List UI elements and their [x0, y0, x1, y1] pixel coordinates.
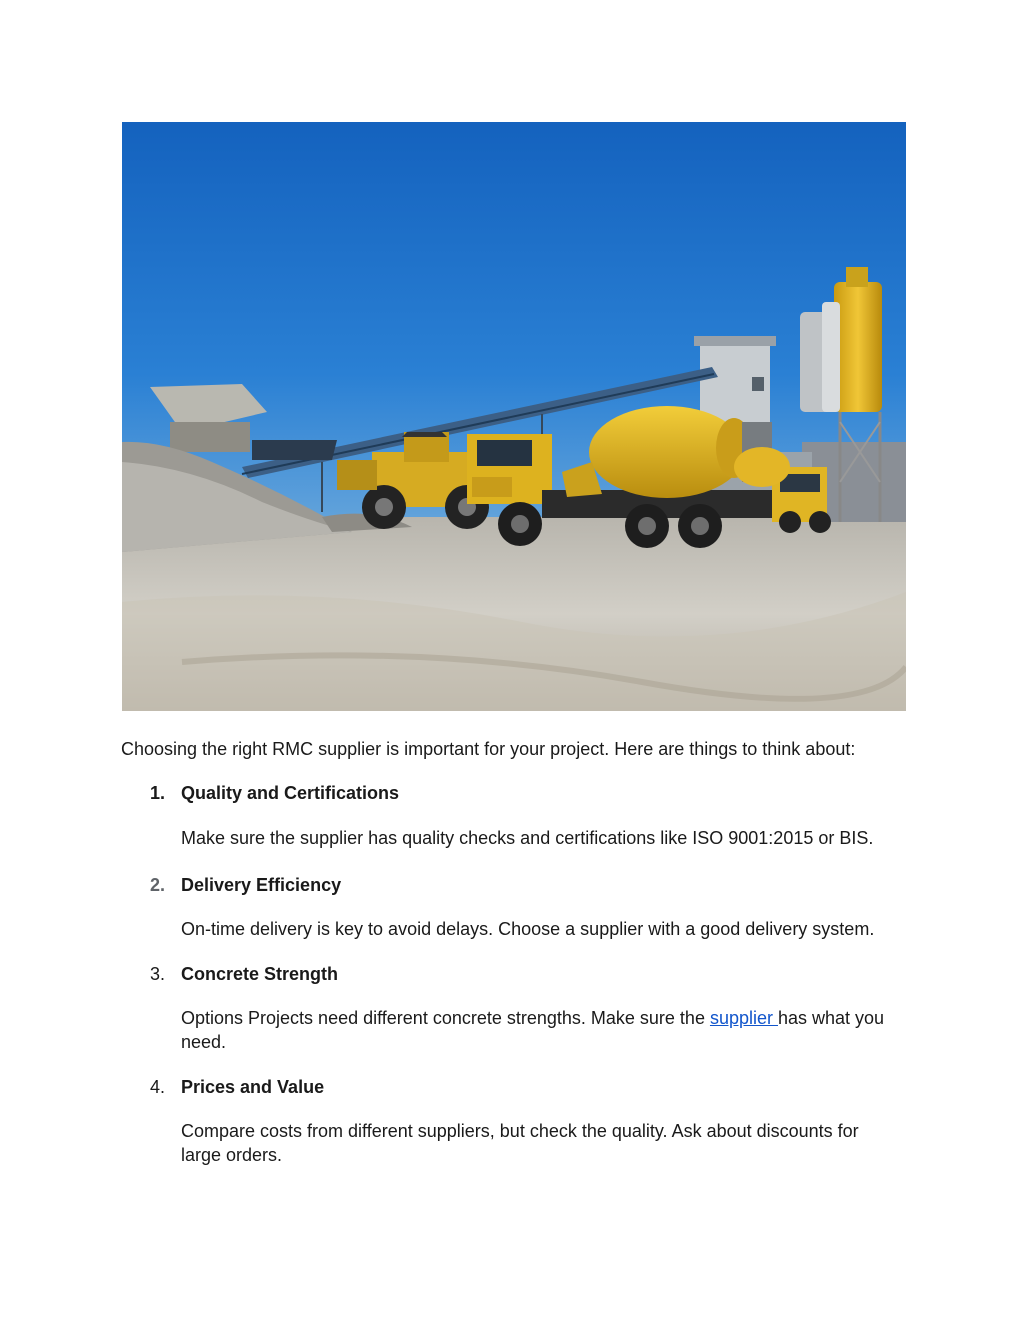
item-number: 1.	[150, 783, 166, 803]
item-description	[181, 1006, 903, 1054]
item-description: Make sure the supplier has quality checks and certifications like ISO 9001:2015 or BIS.	[181, 828, 874, 848]
item-number: 4.	[150, 1077, 166, 1097]
item-number: 3.	[150, 964, 166, 984]
concrete-plant-photo	[122, 122, 906, 711]
item-description: On-time delivery is key to avoid delays. Choose a supplier with a good delivery system.	[181, 919, 875, 939]
supplier-link[interactable]: supplier	[709, 1008, 778, 1028]
intro-paragraph: Choosing the right RMC supplier is important for your project. Here are things to think about:	[121, 739, 856, 759]
item-text-before: Options Projects need different concrete strengths. Make sure the	[181, 1008, 710, 1028]
item-heading: Concrete Strength	[181, 964, 339, 984]
item-heading: Delivery Efficiency	[181, 875, 342, 895]
item-description: Compare costs from different suppliers, but check the quality. Ask about discounts for large orders.	[181, 1121, 859, 1165]
item-heading: Quality and Certifications	[181, 783, 400, 803]
item-number: 2.	[150, 875, 166, 895]
item-text-after: has what you need.	[181, 1008, 885, 1052]
item-heading: Prices and Value	[181, 1077, 325, 1097]
